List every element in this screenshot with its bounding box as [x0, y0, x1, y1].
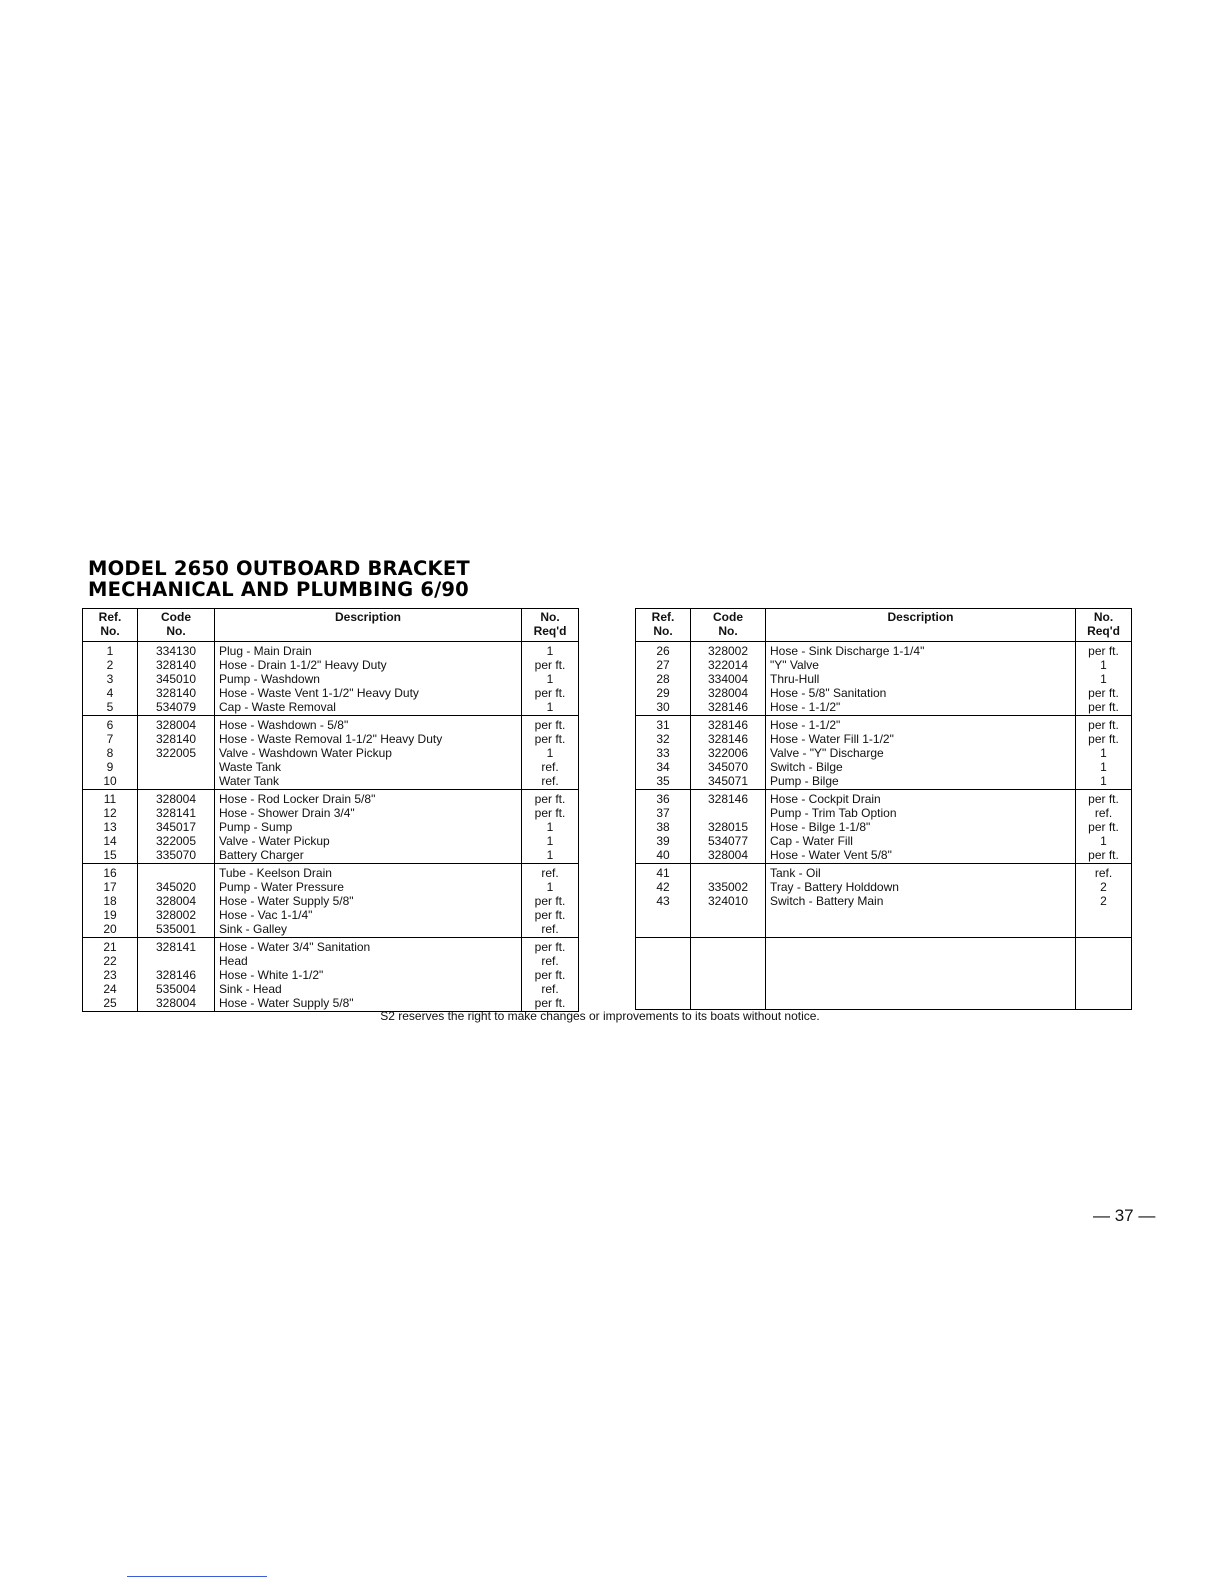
row-group: [636, 716, 1132, 790]
ref-no-cell: 11: [83, 790, 138, 807]
description-cell: Valve - "Y" Discharge: [766, 746, 1076, 760]
table-row: [636, 908, 1132, 922]
description-cell: Switch - Bilge: [766, 760, 1076, 774]
qty-cell: ref.: [1076, 864, 1132, 881]
table-row: [83, 848, 579, 864]
ref-no-cell: 8: [83, 746, 138, 760]
table-row: [636, 790, 1132, 807]
table-row: [83, 672, 579, 686]
ref-no-header: Ref. No.: [636, 609, 691, 642]
description-cell: Switch - Battery Main: [766, 894, 1076, 908]
ref-no-cell: 20: [83, 922, 138, 938]
table-row: [83, 982, 579, 996]
ref-no-header: Ref. No.: [83, 609, 138, 642]
code-no-cell: 334004: [691, 672, 766, 686]
table-row: [83, 880, 579, 894]
row-group: [636, 642, 1132, 716]
table-row: [636, 658, 1132, 672]
ref-no-cell: 4: [83, 686, 138, 700]
table-row: [83, 894, 579, 908]
header-row: [83, 609, 579, 642]
description-cell: [766, 908, 1076, 922]
code-no-cell: 328002: [691, 642, 766, 659]
table-row: [636, 820, 1132, 834]
description-cell: Cap - Waste Removal: [215, 700, 522, 716]
qty-cell: per ft.: [1076, 700, 1132, 716]
qty-cell: 2: [1076, 880, 1132, 894]
table-row: [636, 760, 1132, 774]
description-cell: Waste Tank: [215, 760, 522, 774]
table-row: [636, 642, 1132, 659]
ref-no-cell: 21: [83, 938, 138, 955]
description-cell: Valve - Water Pickup: [215, 834, 522, 848]
link-underline: [127, 1576, 267, 1577]
table-row: [83, 658, 579, 672]
qty-cell: ref.: [522, 982, 579, 996]
description-cell: Hose - Water Vent 5/8": [766, 848, 1076, 864]
qty-cell: per ft.: [522, 968, 579, 982]
qty-cell: per ft.: [522, 806, 579, 820]
ref-no-cell: 27: [636, 658, 691, 672]
page-number: — 37 —: [1093, 1206, 1156, 1225]
qty-cell: ref.: [522, 954, 579, 968]
code-no-cell: 328004: [691, 848, 766, 864]
description-header: Description: [766, 609, 1076, 642]
code-no-cell: 322005: [138, 834, 215, 848]
description-cell: Hose - Water Supply 5/8": [215, 894, 522, 908]
code-no-cell: 328140: [138, 658, 215, 672]
qty-cell: 1: [522, 848, 579, 864]
description-cell: Hose - Waste Removal 1-1/2" Heavy Duty: [215, 732, 522, 746]
code-no-cell: [138, 774, 215, 790]
title-line-2: MECHANICAL AND PLUMBING 6/90: [88, 578, 469, 601]
ref-no-cell: 34: [636, 760, 691, 774]
table-row: [83, 642, 579, 659]
qty-cell: 1: [522, 834, 579, 848]
table-row: [636, 700, 1132, 716]
code-no-cell: 328141: [138, 938, 215, 955]
ref-no-cell: 25: [83, 996, 138, 1012]
ref-no-cell: 23: [83, 968, 138, 982]
description-cell: Hose - Water 3/4" Sanitation: [215, 938, 522, 955]
code-no-header: Code No.: [691, 609, 766, 642]
description-cell: Sink - Head: [215, 982, 522, 996]
code-no-cell: [138, 864, 215, 881]
table-row: [636, 848, 1132, 864]
description-cell: Hose - Bilge 1-1/8": [766, 820, 1076, 834]
code-no-cell: 322014: [691, 658, 766, 672]
description-cell: Hose - Waste Vent 1-1/2" Heavy Duty: [215, 686, 522, 700]
code-no-cell: 534077: [691, 834, 766, 848]
parts-table-left: [82, 608, 579, 1012]
qty-cell: per ft.: [522, 658, 579, 672]
table-row: [636, 716, 1132, 733]
ref-no-cell: 39: [636, 834, 691, 848]
description-cell: Hose - Water Fill 1-1/2": [766, 732, 1076, 746]
code-no-cell: 328140: [138, 732, 215, 746]
empty-cell: [636, 938, 691, 1010]
code-no-cell: 328146: [138, 968, 215, 982]
ref-no-cell: 29: [636, 686, 691, 700]
table-row: [83, 938, 579, 955]
description-cell: Hose - Shower Drain 3/4": [215, 806, 522, 820]
table-row: [636, 774, 1132, 790]
table-row: [83, 790, 579, 807]
ref-no-cell: 12: [83, 806, 138, 820]
code-no-cell: 534079: [138, 700, 215, 716]
qty-cell: per ft.: [1076, 848, 1132, 864]
description-cell: Hose - Cockpit Drain: [766, 790, 1076, 807]
table-row: [636, 746, 1132, 760]
qty-cell: [1076, 908, 1132, 922]
qty-cell: ref.: [522, 922, 579, 938]
ref-no-cell: 42: [636, 880, 691, 894]
header-row: [636, 609, 1132, 642]
table-row: [83, 806, 579, 820]
description-cell: Water Tank: [215, 774, 522, 790]
description-cell: Thru-Hull: [766, 672, 1076, 686]
qty-cell: [1076, 922, 1132, 938]
qty-cell: per ft.: [522, 938, 579, 955]
code-no-cell: [691, 806, 766, 820]
table-row: [83, 954, 579, 968]
code-no-cell: 328146: [691, 790, 766, 807]
code-no-cell: 328146: [691, 716, 766, 733]
row-group: [636, 864, 1132, 938]
title-line-1: MODEL 2650 OUTBOARD BRACKET: [88, 557, 470, 580]
row-group: [83, 642, 579, 716]
qty-cell: 1: [1076, 746, 1132, 760]
ref-no-cell: 28: [636, 672, 691, 686]
ref-no-cell: 36: [636, 790, 691, 807]
code-no-cell: 328146: [691, 700, 766, 716]
description-cell: Tank - Oil: [766, 864, 1076, 881]
code-no-header: Code No.: [138, 609, 215, 642]
description-cell: Hose - Rod Locker Drain 5/8": [215, 790, 522, 807]
ref-no-cell: 9: [83, 760, 138, 774]
table-row: [83, 732, 579, 746]
row-group: [83, 938, 579, 1012]
empty-cell: [766, 938, 1076, 1010]
qty-cell: 1: [522, 820, 579, 834]
code-no-cell: 328015: [691, 820, 766, 834]
description-cell: Hose - 5/8" Sanitation: [766, 686, 1076, 700]
description-cell: Hose - Vac 1-1/4": [215, 908, 522, 922]
code-no-cell: [691, 922, 766, 938]
footnote: S2 reserves the right to make changes or improvements to its boats without notice.: [380, 1009, 820, 1023]
code-no-cell: [138, 954, 215, 968]
description-cell: Hose - Drain 1-1/2" Heavy Duty: [215, 658, 522, 672]
qty-cell: 1: [522, 672, 579, 686]
row-group: [83, 790, 579, 864]
ref-no-cell: 16: [83, 864, 138, 881]
table-row: [83, 760, 579, 774]
qty-cell: per ft.: [522, 996, 579, 1012]
code-no-cell: 324010: [691, 894, 766, 908]
ref-no-cell: 15: [83, 848, 138, 864]
qty-cell: per ft.: [1076, 732, 1132, 746]
table-row: [636, 880, 1132, 894]
description-cell: Pump - Bilge: [766, 774, 1076, 790]
code-no-cell: [138, 760, 215, 774]
qty-cell: per ft.: [1076, 716, 1132, 733]
description-cell: Pump - Sump: [215, 820, 522, 834]
code-no-cell: 322005: [138, 746, 215, 760]
ref-no-cell: 7: [83, 732, 138, 746]
ref-no-cell: 38: [636, 820, 691, 834]
ref-no-cell: 26: [636, 642, 691, 659]
empty-row-group: [636, 938, 1132, 1010]
table-row: [636, 732, 1132, 746]
table-row: [636, 806, 1132, 820]
table-row: [636, 864, 1132, 881]
ref-no-cell: 22: [83, 954, 138, 968]
ref-no-cell: 10: [83, 774, 138, 790]
table-row: [83, 774, 579, 790]
table-row: [83, 908, 579, 922]
ref-no-cell: 14: [83, 834, 138, 848]
ref-no-cell: 33: [636, 746, 691, 760]
code-no-cell: 535004: [138, 982, 215, 996]
qty-cell: 1: [1076, 774, 1132, 790]
description-cell: Hose - 1-1/2": [766, 700, 1076, 716]
code-no-cell: 345017: [138, 820, 215, 834]
qty-cell: ref.: [522, 760, 579, 774]
table-row: [83, 922, 579, 938]
row-group: [636, 790, 1132, 864]
table-row: [83, 746, 579, 760]
description-cell: Head: [215, 954, 522, 968]
ref-no-cell: 37: [636, 806, 691, 820]
ref-no-cell: 24: [83, 982, 138, 996]
code-no-cell: [691, 864, 766, 881]
row-group: [83, 716, 579, 790]
code-no-cell: 345071: [691, 774, 766, 790]
qty-cell: per ft.: [1076, 820, 1132, 834]
qty-cell: 2: [1076, 894, 1132, 908]
description-cell: Tube - Keelson Drain: [215, 864, 522, 881]
ref-no-cell: 18: [83, 894, 138, 908]
code-no-cell: 328004: [138, 996, 215, 1012]
ref-no-cell: 40: [636, 848, 691, 864]
ref-no-cell: 41: [636, 864, 691, 881]
code-no-cell: 345020: [138, 880, 215, 894]
qty-cell: 1: [1076, 672, 1132, 686]
ref-no-cell: 35: [636, 774, 691, 790]
ref-no-cell: 19: [83, 908, 138, 922]
table-row: [636, 894, 1132, 908]
description-cell: Hose - White 1-1/2": [215, 968, 522, 982]
qty-cell: 1: [1076, 760, 1132, 774]
code-no-cell: 328002: [138, 908, 215, 922]
ref-no-cell: 30: [636, 700, 691, 716]
code-no-cell: 328140: [138, 686, 215, 700]
ref-no-cell: 3: [83, 672, 138, 686]
qty-cell: per ft.: [522, 790, 579, 807]
row-group: [83, 864, 579, 938]
ref-no-cell: 31: [636, 716, 691, 733]
code-no-cell: 535001: [138, 922, 215, 938]
table-row: [636, 922, 1132, 938]
code-no-cell: 345070: [691, 760, 766, 774]
qty-cell: 1: [522, 642, 579, 659]
qty-cell: per ft.: [522, 894, 579, 908]
table-row: [636, 686, 1132, 700]
qty-cell: per ft.: [1076, 790, 1132, 807]
table-row: [83, 686, 579, 700]
page-title: [88, 558, 470, 600]
qty-cell: per ft.: [522, 908, 579, 922]
description-cell: Sink - Galley: [215, 922, 522, 938]
qty-cell: ref.: [522, 774, 579, 790]
description-cell: Tray - Battery Holddown: [766, 880, 1076, 894]
qty-cell: 1: [522, 880, 579, 894]
description-cell: Pump - Washdown: [215, 672, 522, 686]
table-row: [83, 864, 579, 881]
empty-cell: [691, 938, 766, 1010]
empty-cell: [1076, 938, 1132, 1010]
ref-no-cell: 5: [83, 700, 138, 716]
ref-no-cell: 6: [83, 716, 138, 733]
code-no-cell: 328004: [138, 716, 215, 733]
qty-cell: per ft.: [522, 686, 579, 700]
description-cell: Hose - Sink Discharge 1-1/4": [766, 642, 1076, 659]
code-no-cell: 328146: [691, 732, 766, 746]
ref-no-cell: 2: [83, 658, 138, 672]
qty-cell: ref.: [1076, 806, 1132, 820]
code-no-cell: 345010: [138, 672, 215, 686]
qty-cell: per ft.: [522, 732, 579, 746]
code-no-cell: 328004: [691, 686, 766, 700]
description-header: Description: [215, 609, 522, 642]
table-row: [83, 716, 579, 733]
parts-table-right: [635, 608, 1132, 1010]
table-row: [83, 700, 579, 716]
empty-row: [636, 938, 1132, 1010]
code-no-cell: 328141: [138, 806, 215, 820]
description-cell: "Y" Valve: [766, 658, 1076, 672]
description-cell: Pump - Trim Tab Option: [766, 806, 1076, 820]
ref-no-cell: 17: [83, 880, 138, 894]
code-no-cell: [691, 908, 766, 922]
qty-cell: ref.: [522, 864, 579, 881]
code-no-cell: 328004: [138, 894, 215, 908]
code-no-cell: 335070: [138, 848, 215, 864]
description-cell: Valve - Washdown Water Pickup: [215, 746, 522, 760]
code-no-cell: 322006: [691, 746, 766, 760]
qty-cell: 1: [522, 700, 579, 716]
table-row: [83, 968, 579, 982]
qty-cell: 1: [1076, 658, 1132, 672]
ref-no-cell: 13: [83, 820, 138, 834]
qty-cell: per ft.: [1076, 642, 1132, 659]
ref-no-cell: [636, 922, 691, 938]
ref-no-cell: 1: [83, 642, 138, 659]
table-row: [636, 834, 1132, 848]
qty-cell: per ft.: [1076, 686, 1132, 700]
qty-cell: per ft.: [522, 716, 579, 733]
ref-no-cell: [636, 908, 691, 922]
table-row: [83, 820, 579, 834]
qty-cell: 1: [522, 746, 579, 760]
description-cell: Hose - Water Supply 5/8": [215, 996, 522, 1012]
ref-no-cell: 43: [636, 894, 691, 908]
code-no-cell: 334130: [138, 642, 215, 659]
description-cell: Hose - Washdown - 5/8": [215, 716, 522, 733]
qty-header: No. Req'd: [1076, 609, 1132, 642]
description-cell: [766, 922, 1076, 938]
code-no-cell: 335002: [691, 880, 766, 894]
description-cell: Battery Charger: [215, 848, 522, 864]
ref-no-cell: 32: [636, 732, 691, 746]
description-cell: Cap - Water Fill: [766, 834, 1076, 848]
description-cell: Hose - 1-1/2": [766, 716, 1076, 733]
qty-cell: 1: [1076, 834, 1132, 848]
description-cell: Plug - Main Drain: [215, 642, 522, 659]
description-cell: Pump - Water Pressure: [215, 880, 522, 894]
table-row: [83, 834, 579, 848]
qty-header: No. Req'd: [522, 609, 579, 642]
code-no-cell: 328004: [138, 790, 215, 807]
table-row: [636, 672, 1132, 686]
